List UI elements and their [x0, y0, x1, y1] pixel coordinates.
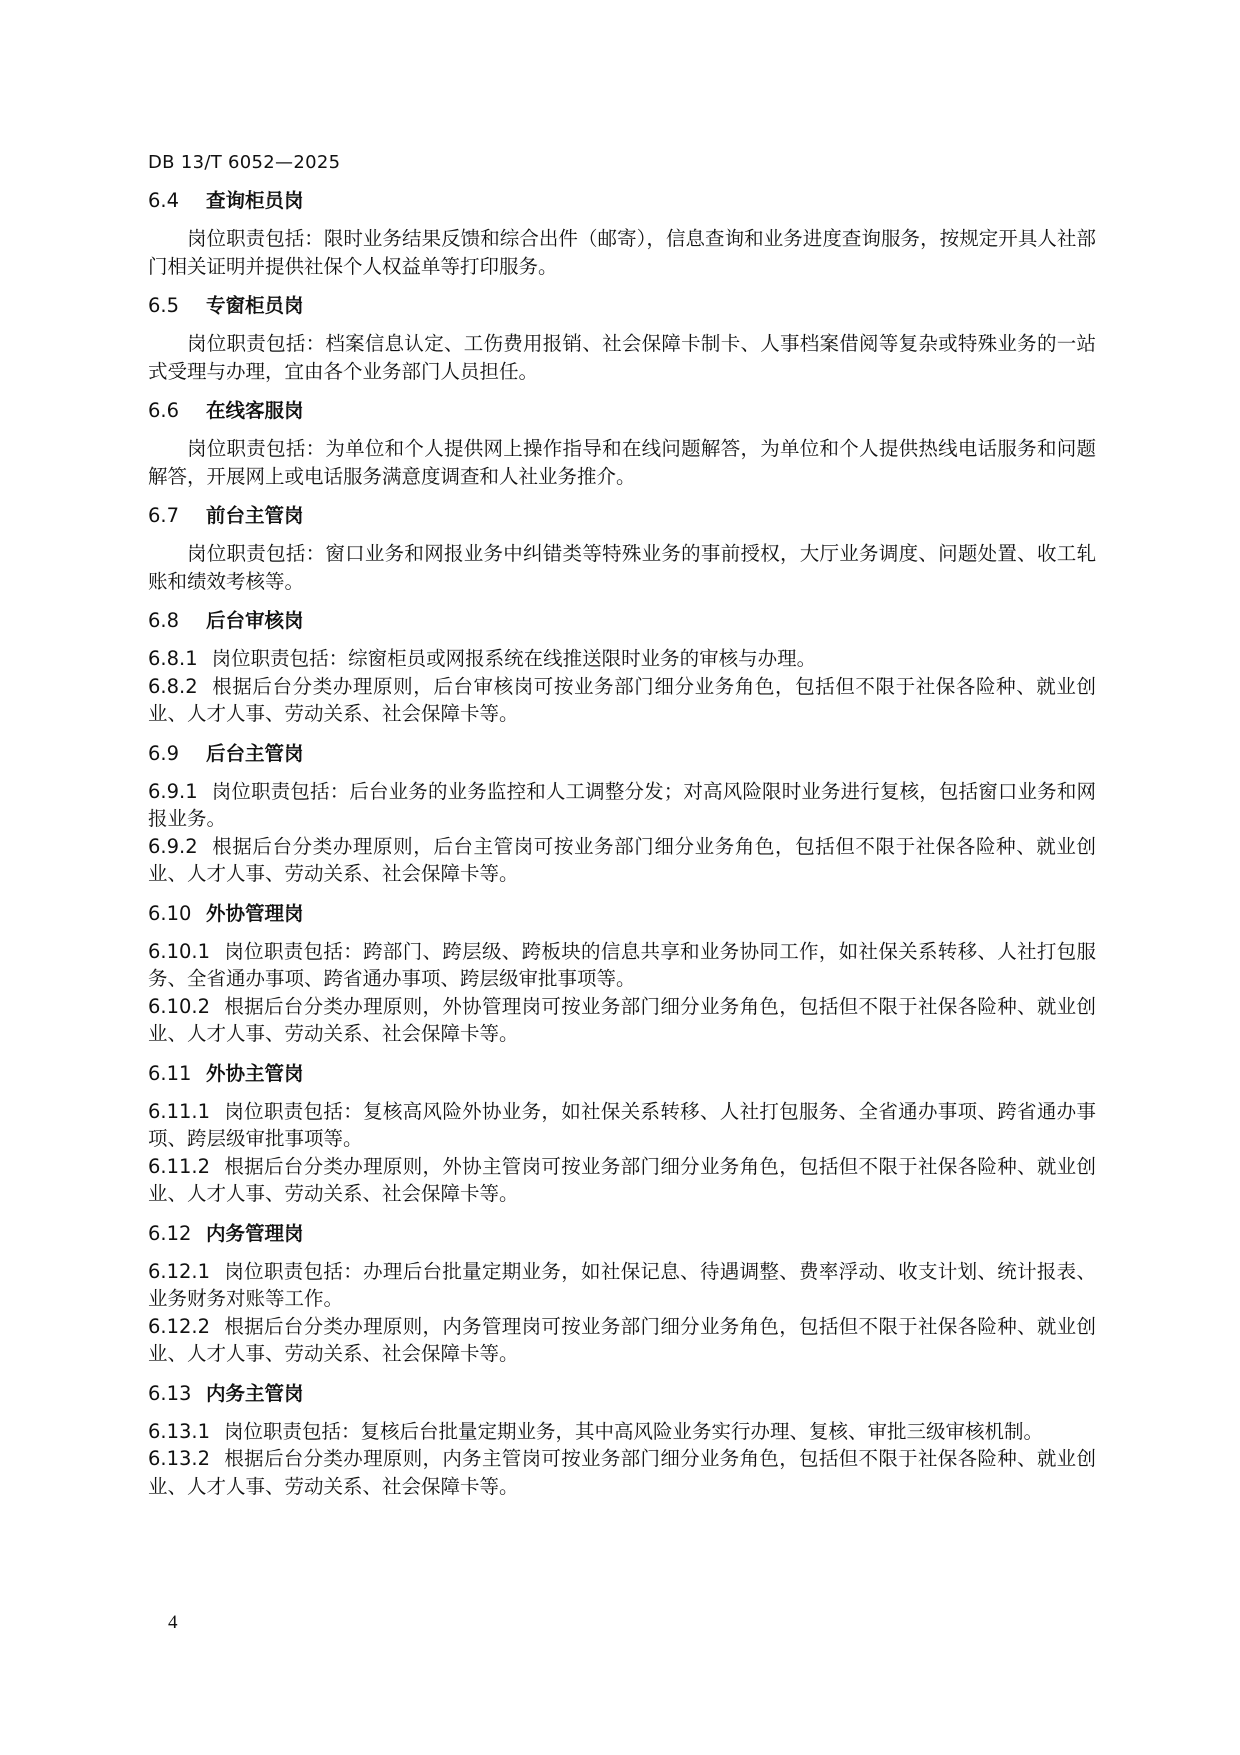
section-heading [148, 897, 1096, 931]
clause-item [148, 778, 1096, 833]
clause-number: 6.10.2 [148, 994, 211, 1018]
section-title: 查询柜员岗 [206, 189, 304, 212]
section-number: 6.4 [148, 189, 180, 212]
clause-number: 6.12.2 [148, 1314, 211, 1338]
clause-text: 岗位职责包括：综窗柜员或网报系统在线推送限时业务的审核与办理。 [211, 647, 817, 670]
page-number: 4 [168, 1612, 178, 1633]
section-title: 内务主管岗 [206, 1381, 304, 1405]
section-number: 6.7 [148, 504, 180, 527]
section-title: 外协主管岗 [206, 1061, 304, 1085]
section-heading [148, 394, 1096, 428]
clause-text: 岗位职责包括：办理后台批量定期业务，如社保记息、待遇调整、费率浮动、收支计划、统计报表、业务财务对账等工作。 [148, 1259, 1096, 1310]
clause-number: 6.9.1 [148, 779, 198, 803]
section-heading [148, 1217, 1096, 1251]
clause-text: 根据后台分类办理原则，外协主管岗可按业务部门细分业务角色，包括但不限于社保各险种、就业创业、人才人事、劳动关系、社会保障卡等。 [148, 1154, 1096, 1205]
section-heading [148, 604, 1096, 638]
clause-item [148, 1153, 1096, 1208]
clause-number: 6.8.1 [148, 647, 198, 670]
document-code: DB 13/T 6052—2025 [148, 152, 341, 173]
section-title: 专窗柜员岗 [206, 294, 304, 317]
clause-number: 6.11.2 [148, 1154, 211, 1178]
section-heading [148, 184, 1096, 218]
clause-number: 6.11.1 [148, 1099, 211, 1123]
section-heading [148, 737, 1096, 771]
clause-text: 岗位职责包括：后台业务的业务监控和人工调整分发；对高风险限时业务进行复核，包括窗口业务和网报业务。 [148, 779, 1096, 830]
section-6-13 [148, 1377, 1096, 1501]
clause-item [148, 645, 1096, 673]
section-6-6 [148, 394, 1096, 490]
clause-item [148, 938, 1096, 993]
section-6-10 [148, 897, 1096, 1048]
section-number: 6.11 [148, 1061, 192, 1085]
section-title: 内务管理岗 [206, 1221, 304, 1245]
section-6-7 [148, 499, 1096, 595]
clause-item [148, 1418, 1096, 1446]
section-heading [148, 499, 1096, 533]
clause-text: 根据后台分类办理原则，内务管理岗可按业务部门细分业务角色，包括但不限于社保各险种、就业创业、人才人事、劳动关系、社会保障卡等。 [148, 1314, 1096, 1365]
clause-number: 6.13.2 [148, 1447, 211, 1470]
clause-text: 根据后台分类办理原则，后台审核岗可按业务部门细分业务角色，包括但不限于社保各险种、就业创业、人才人事、劳动关系、社会保障卡等。 [148, 674, 1096, 725]
section-number: 6.6 [148, 399, 180, 422]
section-heading [148, 289, 1096, 323]
section-paragraph: 岗位职责包括：限时业务结果反馈和综合出件（邮寄），信息查询和业务进度查询服务，按规定开具人社部门相关证明并提供社保个人权益单等打印服务。 [148, 227, 1096, 278]
section-paragraph: 岗位职责包括：为单位和个人提供网上操作指导和在线问题解答，为单位和个人提供热线电话服务和问题解答，开展网上或电话服务满意度调查和人社业务推介。 [148, 437, 1096, 488]
clause-text: 根据后台分类办理原则，后台主管岗可按业务部门细分业务角色，包括但不限于社保各险种、就业创业、人才人事、劳动关系、社会保障卡等。 [148, 834, 1096, 885]
clause-number: 6.13.1 [148, 1419, 211, 1443]
clause-text: 岗位职责包括：复核后台批量定期业务，其中高风险业务实行办理、复核、审批三级审核机制。 [224, 1419, 1044, 1443]
clause-item [148, 1445, 1096, 1500]
section-paragraph: 岗位职责包括：窗口业务和网报业务中纠错类等特殊业务的事前授权，大厅业务调度、问题处置、收工轧账和绩效考核等。 [148, 542, 1096, 593]
clause-item [148, 993, 1096, 1048]
clause-text: 岗位职责包括：复核高风险外协业务，如社保关系转移、人社打包服务、全省通办事项、跨省通办事项、跨层级审批事项等。 [148, 1099, 1096, 1150]
section-6-11 [148, 1057, 1096, 1208]
clause-text: 根据后台分类办理原则，外协管理岗可按业务部门细分业务角色，包括但不限于社保各险种、就业创业、人才人事、劳动关系、社会保障卡等。 [148, 994, 1096, 1045]
clause-item [148, 833, 1096, 888]
section-heading [148, 1057, 1096, 1091]
clause-number: 6.8.2 [148, 674, 198, 698]
section-number: 6.10 [148, 901, 192, 925]
section-number: 6.12 [148, 1221, 192, 1245]
section-title: 前台主管岗 [206, 504, 304, 527]
section-title: 外协管理岗 [206, 901, 304, 925]
section-6-12 [148, 1217, 1096, 1368]
section-title: 在线客服岗 [206, 399, 304, 422]
section-6-5 [148, 289, 1096, 385]
document-body [148, 184, 1096, 1509]
section-6-8 [148, 604, 1096, 728]
clause-item [148, 1098, 1096, 1153]
clause-text: 根据后台分类办理原则，内务主管岗可按业务部门细分业务角色，包括但不限于社保各险种、就业创业、人才人事、劳动关系、社会保障卡等。 [148, 1447, 1096, 1498]
section-number: 6.9 [148, 741, 180, 765]
clause-number: 6.10.1 [148, 939, 211, 963]
section-paragraph: 岗位职责包括：档案信息认定、工伤费用报销、社会保障卡制卡、人事档案借阅等复杂或特殊业务的一站式受理与办理，宜由各个业务部门人员担任。 [148, 332, 1096, 383]
clause-text: 岗位职责包括：跨部门、跨层级、跨板块的信息共享和业务协同工作，如社保关系转移、人社打包服务、全省通办事项、跨省通办事项、跨层级审批事项等。 [148, 939, 1096, 990]
clause-number: 6.12.1 [148, 1259, 211, 1283]
section-6-9 [148, 737, 1096, 888]
section-number: 6.8 [148, 609, 180, 632]
section-title: 后台审核岗 [206, 609, 304, 632]
section-number: 6.5 [148, 294, 180, 317]
section-number: 6.13 [148, 1381, 192, 1405]
section-heading [148, 1377, 1096, 1411]
clause-item [148, 1313, 1096, 1368]
clause-item [148, 1258, 1096, 1313]
clause-number: 6.9.2 [148, 834, 198, 858]
section-title: 后台主管岗 [206, 741, 304, 765]
clause-item [148, 673, 1096, 728]
section-6-4 [148, 184, 1096, 280]
